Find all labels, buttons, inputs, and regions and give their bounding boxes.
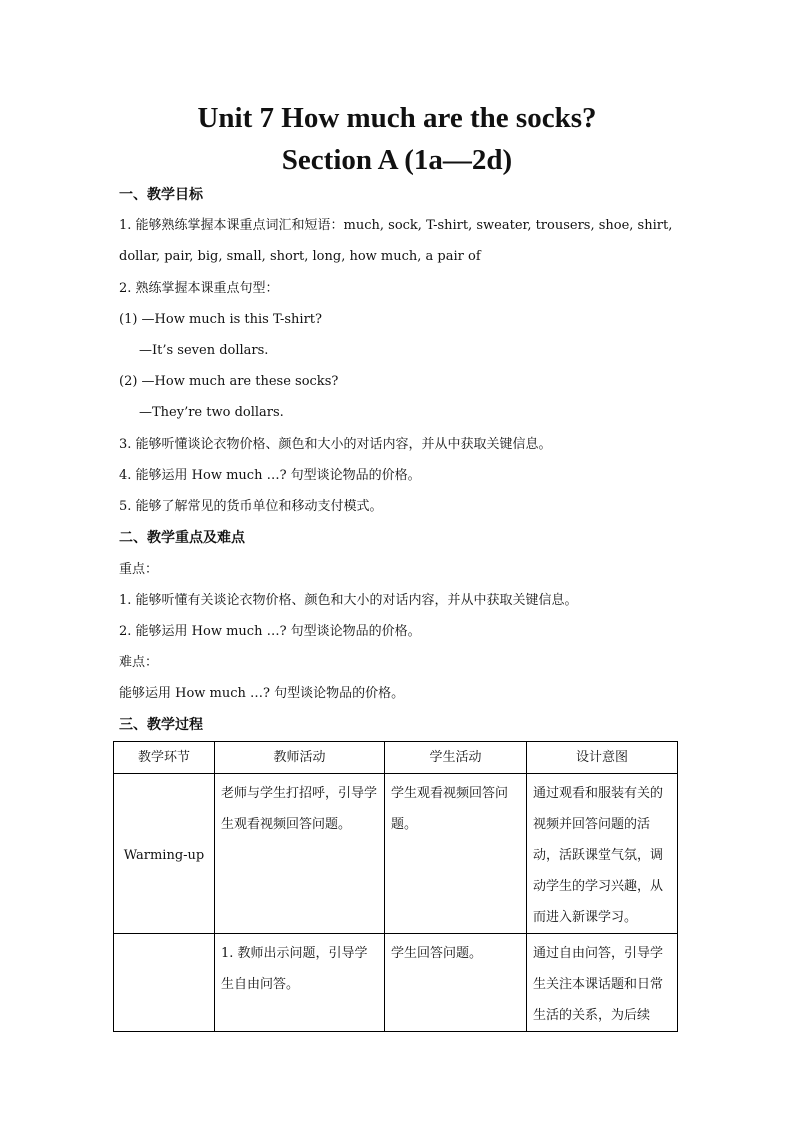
sentence-1-answer: —It’s seven dollars. — [139, 343, 269, 358]
stage-cell: Warming-up — [114, 774, 215, 934]
key-point-1: 1. 能够听懂有关谈论衣物价格、颜色和大小的对话内容，并从中获取关键信息。 — [119, 593, 578, 608]
column-header-stage: 教学环节 — [114, 742, 215, 774]
difficulty-1: 能够运用 How much …? 句型谈论物品的价格。 — [119, 686, 405, 701]
design-intent-cell: 通过观看和服装有关的视频并回答问题的活动，活跃课堂气氛，调动学生的学习兴趣，从而进入新课学习。 — [527, 774, 678, 934]
table-row — [114, 774, 678, 934]
key-point-2: 2. 能够运用 How much …? 句型谈论物品的价格。 — [119, 624, 421, 639]
column-header-teacher: 教师活动 — [215, 742, 385, 774]
student-activity-cell: 学生回答问题。 — [385, 934, 527, 1032]
teaching-process-table — [113, 741, 678, 1032]
document-subtitle: Section A (1a—2d) — [281, 144, 513, 176]
section-heading-process: 三、教学过程 — [119, 717, 203, 733]
objective-5: 5. 能够了解常见的货币单位和移动支付模式。 — [119, 499, 383, 514]
student-activity-cell: 学生观看视频回答问题。 — [385, 774, 527, 934]
section-heading-objectives: 一、教学目标 — [119, 187, 203, 203]
document-title: Unit 7 How much are the socks? — [197, 102, 597, 134]
objective-3: 3. 能够听懂谈论衣物价格、颜色和大小的对话内容，并从中获取关键信息。 — [119, 437, 552, 452]
sentence-2-answer: —They’re two dollars. — [139, 405, 284, 420]
column-header-intent: 设计意图 — [527, 742, 678, 774]
sentence-2-question: (2) —How much are these socks? — [119, 374, 339, 389]
table-row — [114, 934, 678, 1032]
design-intent-cell: 通过自由问答，引导学生关注本课话题和日常生活的关系，为后续 — [527, 934, 678, 1032]
teacher-activity-cell: 1. 教师出示问题，引导学生自由问答。 — [215, 934, 385, 1032]
objective-1-line-2: dollar, pair, big, small, short, long, how much, a pair of — [119, 249, 481, 264]
objective-4: 4. 能够运用 How much …? 句型谈论物品的价格。 — [119, 468, 421, 483]
stage-cell — [114, 934, 215, 1032]
column-header-student: 学生活动 — [385, 742, 527, 774]
key-points-label: 重点： — [119, 562, 159, 577]
sentence-1-question: (1) —How much is this T-shirt? — [119, 312, 322, 327]
section-heading-key-points: 二、教学重点及难点 — [119, 530, 245, 546]
difficulty-label: 难点： — [119, 655, 159, 670]
teacher-activity-cell: 老师与学生打招呼，引导学生观看视频回答问题。 — [215, 774, 385, 934]
objective-2: 2. 熟练掌握本课重点句型： — [119, 281, 279, 296]
table-header-row — [114, 742, 678, 774]
objective-1-line-1: 1. 能够熟练掌握本课重点词汇和短语：much, sock, T-shirt, sweater, trousers, shoe, shirt, — [119, 218, 673, 233]
